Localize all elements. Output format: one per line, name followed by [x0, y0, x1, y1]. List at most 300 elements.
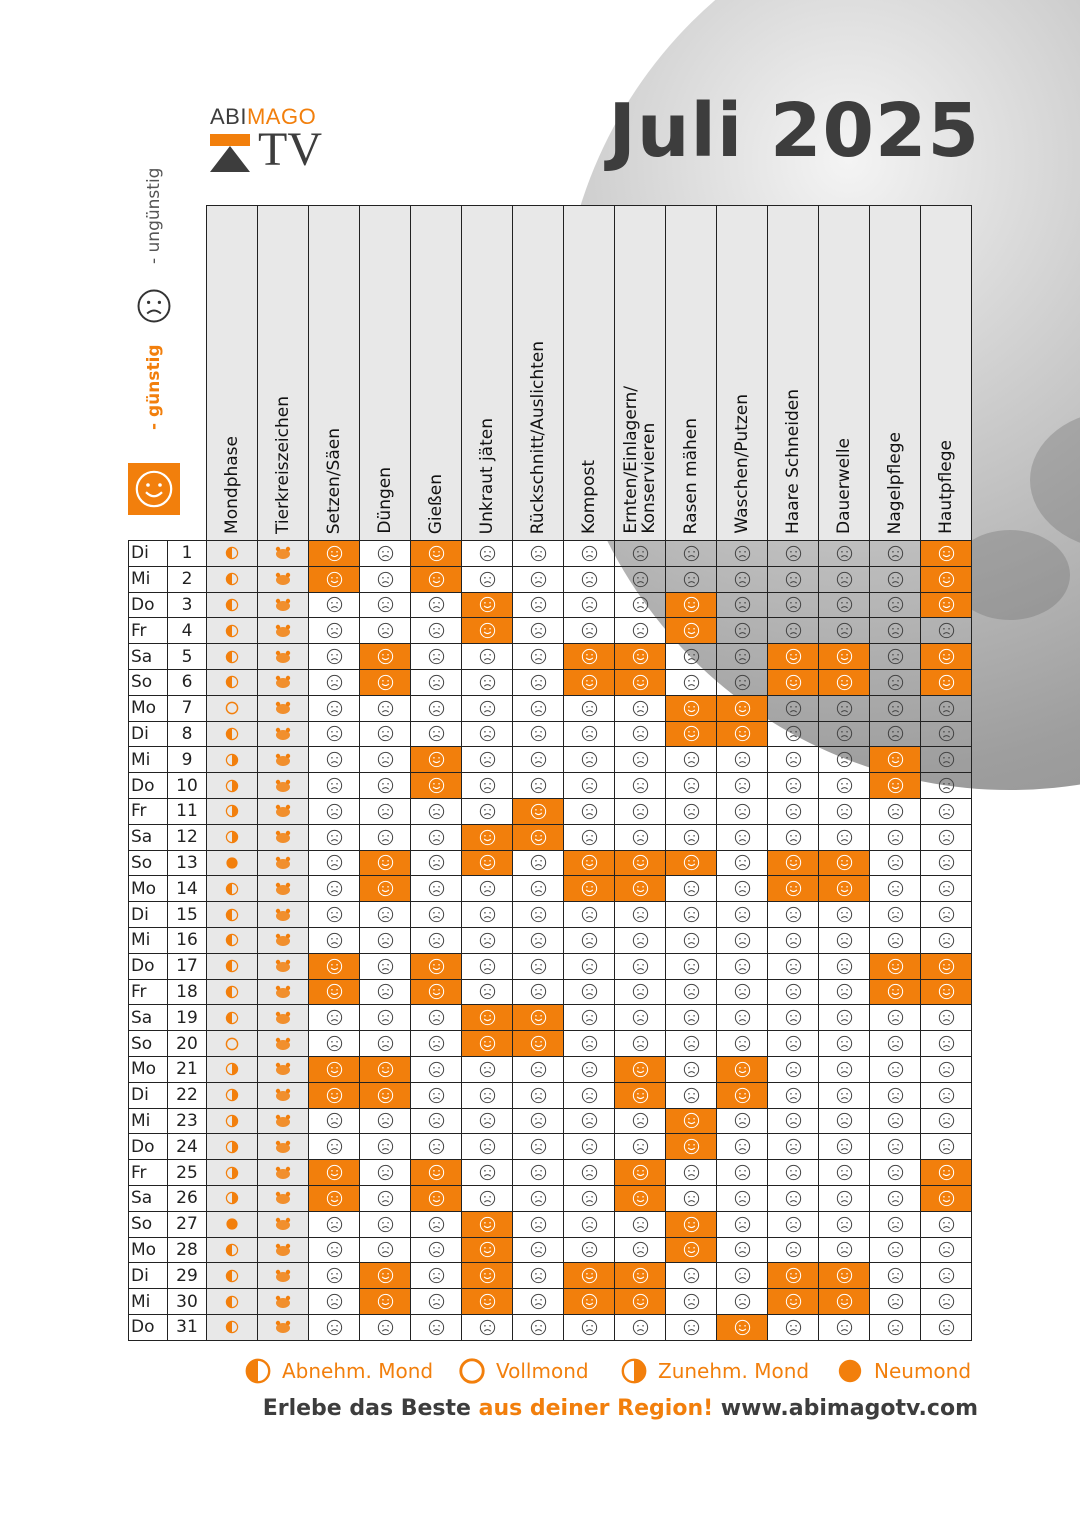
sad-face-icon: [564, 979, 615, 1005]
zodiac-jungfrau-icon: [258, 644, 309, 670]
table-row: [129, 927, 972, 953]
sad-face-icon: [309, 669, 360, 695]
sad-face-icon: [462, 902, 513, 928]
happy-face-icon: [513, 798, 564, 824]
table-row: [129, 1289, 972, 1315]
happy-face-icon: [921, 566, 972, 592]
sad-face-icon: [309, 798, 360, 824]
day-number-cell: 6: [168, 669, 207, 695]
sad-face-icon: [666, 1056, 717, 1082]
sad-face-icon: [921, 902, 972, 928]
day-number-cell: 31: [168, 1314, 207, 1340]
table-row: [129, 876, 972, 902]
sad-face-icon: [666, 773, 717, 799]
happy-face-icon: [870, 747, 921, 773]
sad-face-icon: [615, 773, 666, 799]
sad-face-icon: [717, 618, 768, 644]
sad-face-icon: [615, 953, 666, 979]
day-number-cell: 1: [168, 541, 207, 567]
sad-face-icon: [717, 876, 768, 902]
column-header-13: [870, 206, 921, 541]
sad-face-icon: [666, 541, 717, 567]
zodiac-skorpion-icon: [258, 747, 309, 773]
column-header-label: Rasen mähen: [681, 417, 701, 534]
sad-face-icon: [870, 1289, 921, 1315]
weekday-cell: Do: [129, 773, 168, 799]
sad-face-icon: [717, 1237, 768, 1263]
table-row: [129, 541, 972, 567]
sad-face-icon: [564, 1031, 615, 1057]
sad-face-icon: [870, 927, 921, 953]
sad-face-icon: [615, 1031, 666, 1057]
sad-face-icon: [411, 1082, 462, 1108]
happy-face-icon: [411, 1185, 462, 1211]
table-row: [129, 1134, 972, 1160]
legend-item-zunehmend: [618, 1354, 809, 1388]
happy-face-icon: [666, 1134, 717, 1160]
legend-label: Vollmond: [496, 1359, 589, 1383]
column-header-7: [564, 206, 615, 541]
logo-triangle-icon: [210, 146, 250, 172]
zodiac-stier-icon: [258, 1056, 309, 1082]
moon-neumond-icon: [834, 1355, 866, 1387]
sad-face-icon: [921, 1263, 972, 1289]
sad-face-icon: [309, 902, 360, 928]
sad-face-icon: [462, 979, 513, 1005]
sad-face-icon: [819, 1056, 870, 1082]
sad-face-icon: [462, 927, 513, 953]
happy-face-icon: [309, 979, 360, 1005]
sad-face-icon: [921, 695, 972, 721]
sad-face-icon: [513, 979, 564, 1005]
sad-face-icon: [819, 1134, 870, 1160]
weekday-cell: Fr: [129, 798, 168, 824]
legend-good-label: - günstig: [144, 344, 164, 430]
table-row: [129, 824, 972, 850]
sad-face-icon: [309, 927, 360, 953]
sad-face-icon: [411, 695, 462, 721]
happy-face-icon: [411, 979, 462, 1005]
sad-face-icon: [819, 1314, 870, 1340]
sad-face-icon: [513, 876, 564, 902]
sad-face-icon: [666, 979, 717, 1005]
sad-face-icon: [870, 876, 921, 902]
sad-face-icon: [921, 1031, 972, 1057]
sad-face-icon: [615, 1108, 666, 1134]
happy-face-icon: [717, 695, 768, 721]
weekday-cell: Do: [129, 953, 168, 979]
weekday-cell: Do: [129, 1314, 168, 1340]
sad-face-icon: [462, 747, 513, 773]
happy-face-icon: [819, 644, 870, 670]
sad-face-icon: [513, 1263, 564, 1289]
sad-face-icon: [921, 798, 972, 824]
sad-face-icon: [513, 927, 564, 953]
zodiac-skorpion-icon: [258, 773, 309, 799]
moon-phase-abnehmend-icon: [207, 721, 258, 747]
sad-face-icon: [411, 618, 462, 644]
weekday-cell: So: [129, 1031, 168, 1057]
sad-face-icon: [462, 953, 513, 979]
sad-face-icon: [411, 1263, 462, 1289]
sad-face-icon: [360, 1134, 411, 1160]
abimago-logo: [210, 104, 350, 184]
table-row: [129, 618, 972, 644]
zodiac-krebs-icon: [258, 1185, 309, 1211]
happy-face-icon: [360, 669, 411, 695]
table-row: [129, 953, 972, 979]
weekday-cell: Sa: [129, 1005, 168, 1031]
sad-face-icon: [564, 1237, 615, 1263]
sad-face-icon: [870, 592, 921, 618]
sad-face-icon: [513, 566, 564, 592]
sad-face-icon: [768, 566, 819, 592]
sad-face-icon: [870, 721, 921, 747]
sad-face-icon: [309, 850, 360, 876]
sad-face-icon: [717, 1289, 768, 1315]
zodiac-fische-icon: [258, 979, 309, 1005]
happy-face-icon: [411, 747, 462, 773]
sad-face-icon: [309, 1031, 360, 1057]
sad-face-icon: [768, 1185, 819, 1211]
day-number-cell: 28: [168, 1237, 207, 1263]
day-number-cell: 22: [168, 1082, 207, 1108]
sad-face-icon: [411, 798, 462, 824]
sad-face-icon: [513, 1185, 564, 1211]
weekday-cell: Fr: [129, 618, 168, 644]
sad-face-icon: [870, 1056, 921, 1082]
slogan-highlight: aus deiner Region!: [478, 1396, 714, 1421]
logo-abi: ABI: [210, 104, 247, 129]
sad-face-icon: [870, 695, 921, 721]
sad-face-icon: [870, 1005, 921, 1031]
sad-face-icon: [921, 721, 972, 747]
sad-face-icon: [870, 1108, 921, 1134]
sad-face-icon: [564, 1082, 615, 1108]
moon-vollmond-icon: [456, 1355, 488, 1387]
happy-face-icon: [360, 850, 411, 876]
sad-face-icon: [819, 1108, 870, 1134]
happy-face-icon: [411, 566, 462, 592]
day-number-cell: 8: [168, 721, 207, 747]
header-blank-weekday: [129, 206, 168, 541]
sad-face-icon: [717, 902, 768, 928]
sad-face-icon: [921, 747, 972, 773]
sad-face-icon: [360, 1314, 411, 1340]
zodiac-fische-icon: [258, 953, 309, 979]
sad-face-icon: [819, 979, 870, 1005]
happy-face-icon: [717, 1056, 768, 1082]
sad-face-icon: [411, 1314, 462, 1340]
sad-face-icon: [819, 618, 870, 644]
day-number-cell: 9: [168, 747, 207, 773]
sad-face-icon: [768, 1108, 819, 1134]
table-row: [129, 1237, 972, 1263]
moon-phase-abnehmend-icon: [207, 618, 258, 644]
sad-face-icon: [870, 1263, 921, 1289]
moon-phase-abnehmend-icon: [207, 541, 258, 567]
happy-face-icon: [564, 669, 615, 695]
moon-phase-vollmond-icon: [207, 695, 258, 721]
happy-face-icon: [564, 644, 615, 670]
sad-face-icon: [666, 669, 717, 695]
sad-face-icon: [615, 566, 666, 592]
happy-face-icon: [411, 953, 462, 979]
day-number-cell: 2: [168, 566, 207, 592]
happy-face-icon: [615, 669, 666, 695]
moon-phase-zunehmend-icon: [207, 1108, 258, 1134]
sad-face-icon: [819, 1185, 870, 1211]
sad-face-icon: [513, 721, 564, 747]
sad-face-icon: [411, 592, 462, 618]
weekday-cell: Mi: [129, 927, 168, 953]
sad-face-icon: [819, 1082, 870, 1108]
zodiac-jungfrau-icon: [258, 1289, 309, 1315]
sad-face-icon: [666, 902, 717, 928]
sad-face-icon: [564, 1314, 615, 1340]
table-row: [129, 979, 972, 1005]
day-number-cell: 21: [168, 1056, 207, 1082]
sad-face-icon: [360, 1185, 411, 1211]
sad-face-icon: [768, 979, 819, 1005]
table-row: [129, 1056, 972, 1082]
legend-item-neumond: [834, 1354, 971, 1388]
sad-face-icon: [360, 566, 411, 592]
day-number-cell: 7: [168, 695, 207, 721]
moon-phase-zunehmend-icon: [207, 798, 258, 824]
sad-face-icon: [360, 798, 411, 824]
zodiac-wassermann-icon: [258, 902, 309, 928]
happy-face-icon: [921, 979, 972, 1005]
happy-face-icon: [462, 1289, 513, 1315]
sad-face-icon: [462, 1185, 513, 1211]
happy-face-icon: [615, 644, 666, 670]
happy-face-icon: [819, 1263, 870, 1289]
moon-phase-abnehmend-icon: [207, 669, 258, 695]
sad-face-icon: [717, 1185, 768, 1211]
table-row: [129, 1005, 972, 1031]
sad-face-icon: [462, 876, 513, 902]
happy-face-icon: [921, 669, 972, 695]
weekday-cell: Do: [129, 592, 168, 618]
happy-face-icon: [411, 541, 462, 567]
sad-face-icon: [921, 850, 972, 876]
sad-face-icon: [717, 824, 768, 850]
sad-face-icon: [564, 1211, 615, 1237]
moon-phase-zunehmend-icon: [207, 824, 258, 850]
sad-face-icon: [309, 721, 360, 747]
sad-face-icon: [615, 798, 666, 824]
sad-face-icon: [921, 1134, 972, 1160]
day-number-cell: 14: [168, 876, 207, 902]
sad-face-icon: [360, 773, 411, 799]
sad-face-icon: [615, 695, 666, 721]
column-header-14: [921, 206, 972, 541]
table-row: [129, 1185, 972, 1211]
sad-face-icon: [768, 927, 819, 953]
weekday-cell: Di: [129, 541, 168, 567]
sad-face-icon: [564, 1160, 615, 1186]
happy-face-icon: [615, 1056, 666, 1082]
happy-face-icon: [513, 824, 564, 850]
legend-bad-label: - ungünstig: [144, 167, 164, 264]
sad-face-icon: [513, 592, 564, 618]
zodiac-krebs-icon: [258, 1160, 309, 1186]
sad-face-icon: [921, 773, 972, 799]
sad-face-icon: [666, 798, 717, 824]
sad-face-icon: [921, 1211, 972, 1237]
sad-face-icon: [309, 1211, 360, 1237]
sad-face-icon: [615, 1211, 666, 1237]
weekday-cell: Mi: [129, 1108, 168, 1134]
sad-face-icon: [513, 1134, 564, 1160]
sad-face-icon: [513, 1082, 564, 1108]
sad-face-icon: [870, 902, 921, 928]
sad-face-icon: [819, 592, 870, 618]
sad-face-icon: [921, 824, 972, 850]
happy-face-icon: [615, 1160, 666, 1186]
sad-face-icon: [360, 1005, 411, 1031]
sad-face-icon: [360, 618, 411, 644]
happy-face-icon: [819, 876, 870, 902]
table-row: [129, 592, 972, 618]
sad-face-icon: [615, 902, 666, 928]
sad-face-icon: [666, 1082, 717, 1108]
sad-face-icon: [513, 902, 564, 928]
happy-face-icon: [360, 1056, 411, 1082]
sad-face-icon: [666, 1263, 717, 1289]
table-row: [129, 1263, 972, 1289]
happy-face-icon: [309, 541, 360, 567]
zodiac-wassermann-icon: [258, 927, 309, 953]
table-row: [129, 644, 972, 670]
sad-face-icon: [870, 1160, 921, 1186]
happy-face-icon: [666, 618, 717, 644]
sad-face-icon: [309, 592, 360, 618]
zodiac-jungfrau-icon: [258, 669, 309, 695]
sad-face-icon: [360, 953, 411, 979]
day-number-cell: 20: [168, 1031, 207, 1057]
sad-face-icon: [309, 876, 360, 902]
sad-face-icon: [666, 1314, 717, 1340]
weekday-cell: Mi: [129, 1289, 168, 1315]
happy-face-icon: [564, 876, 615, 902]
sad-face-icon: [360, 902, 411, 928]
sad-face-icon: [870, 1237, 921, 1263]
sad-face-icon: [717, 1031, 768, 1057]
sad-face-icon: [564, 747, 615, 773]
column-header-9: [666, 206, 717, 541]
happy-face-icon: [360, 644, 411, 670]
sad-face-icon: [717, 1108, 768, 1134]
sad-face-icon: [462, 566, 513, 592]
sad-face-icon: [411, 824, 462, 850]
table-row: [129, 747, 972, 773]
happy-face-icon: [564, 1289, 615, 1315]
happy-face-icon: [666, 1237, 717, 1263]
happy-face-icon: [870, 979, 921, 1005]
happy-face-icon: [768, 876, 819, 902]
weekday-cell: Mo: [129, 1237, 168, 1263]
sad-face-icon: [819, 721, 870, 747]
sad-face-icon: [462, 1108, 513, 1134]
sad-face-icon: [309, 1108, 360, 1134]
sad-face-icon: [411, 1031, 462, 1057]
sad-face-icon: [513, 541, 564, 567]
legend-label: Neumond: [874, 1359, 972, 1383]
sad-face-icon: [309, 824, 360, 850]
column-header-1: [258, 206, 309, 541]
column-header-label: Setzen/Säen: [324, 427, 344, 534]
day-number-cell: 26: [168, 1185, 207, 1211]
happy-face-icon: [768, 1289, 819, 1315]
sad-face-icon: [360, 979, 411, 1005]
weekday-cell: Sa: [129, 644, 168, 670]
happy-face-icon: [666, 695, 717, 721]
sad-face-icon: [360, 1031, 411, 1057]
happy-face-icon: [819, 669, 870, 695]
sad-face-icon: [768, 1211, 819, 1237]
sad-face-icon: [615, 1005, 666, 1031]
table-row: [129, 669, 972, 695]
weekday-cell: Mi: [129, 566, 168, 592]
sad-face-icon: [717, 566, 768, 592]
sad-face-icon: [513, 618, 564, 644]
sad-face-icon: [615, 1134, 666, 1160]
table-row: [129, 1160, 972, 1186]
sad-face-icon: [819, 747, 870, 773]
sad-face-icon: [309, 1134, 360, 1160]
header-row: [129, 206, 972, 541]
column-header-2: [309, 206, 360, 541]
sad-face-icon: [819, 953, 870, 979]
sad-face-icon: [360, 1211, 411, 1237]
sad-face-icon: [615, 747, 666, 773]
sad-face-icon: [717, 669, 768, 695]
sad-face-icon: [360, 541, 411, 567]
sad-face-icon: [870, 1082, 921, 1108]
logo-bar: [210, 134, 250, 146]
sad-face-icon: [462, 1082, 513, 1108]
sad-face-icon: [768, 1082, 819, 1108]
happy-face-icon: [819, 1289, 870, 1315]
sad-face-icon: [564, 566, 615, 592]
day-number-cell: 15: [168, 902, 207, 928]
zodiac-widder-icon: [258, 1031, 309, 1057]
happy-face-icon: [921, 592, 972, 618]
happy-face-icon: [615, 876, 666, 902]
sad-face-icon: [768, 721, 819, 747]
moon-crater: [1030, 410, 1080, 550]
sad-face-icon: [564, 798, 615, 824]
happy-face-icon: [615, 1289, 666, 1315]
weekday-cell: Di: [129, 902, 168, 928]
sad-face-icon: [768, 695, 819, 721]
sad-face-icon: [819, 773, 870, 799]
sad-face-icon: [411, 644, 462, 670]
sad-face-icon: [462, 644, 513, 670]
day-number-cell: 24: [168, 1134, 207, 1160]
slogan-part1: Erlebe das Beste: [262, 1396, 479, 1421]
sad-face-icon: [921, 618, 972, 644]
sad-face-icon: [615, 618, 666, 644]
happy-face-icon: [411, 773, 462, 799]
moon-phase-abnehmend-icon: [207, 1005, 258, 1031]
happy-face-icon: [462, 1031, 513, 1057]
happy-face-icon: [462, 1263, 513, 1289]
sad-face-icon: [717, 927, 768, 953]
sad-face-icon: [513, 850, 564, 876]
